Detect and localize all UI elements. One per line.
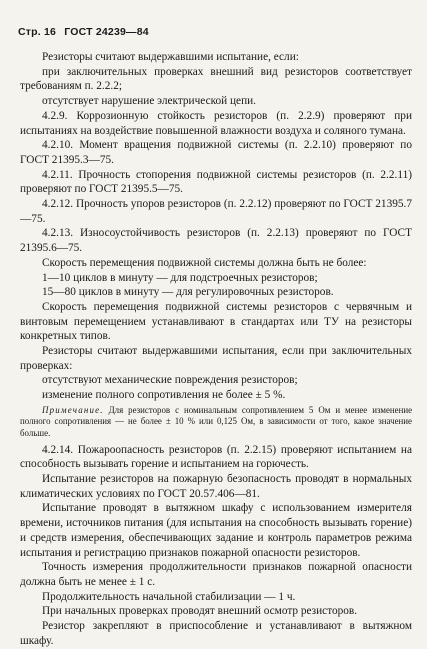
paragraph: отсутствует нарушение электрической цепи.	[42, 95, 256, 108]
paragraph: При начальных проверках проводят внешний осмотр резисторов.	[42, 605, 358, 618]
paragraph: отсутствуют механические повреждения резисторов;	[42, 374, 298, 387]
paragraph: 4.2.12. Прочность упоров резисторов (п. 2.2.12) проверяют по ГОСТ 21395.7—75.	[20, 198, 412, 225]
paragraph: при заключительных проверках внешний вид резисторов соответствует требованиям п. 2.2.2;	[20, 65, 412, 93]
page-header	[18, 26, 154, 38]
paragraph: Испытание проводят в вытяжном шкафу с использованием измерителя времени, источников питания (для испытания на способность вызывать горение) и средств измерения, обеспечивающих задание и контроль параметров режима испытания и регистрацию признаков пожарной опасности резисторов.	[20, 502, 412, 559]
document-body	[20, 50, 412, 649]
paragraph-group-1	[20, 50, 412, 403]
note-text: Для резисторов с номинальным сопротивлением 5 Ом и менее изменение полного сопротивления — не более ± 10 % или 0,125 Ом, в зависимости от того, какое значение больше.	[20, 404, 413, 439]
paragraph: Резисторы считают выдержавшими испытания, если при заключительных проверках:	[20, 345, 412, 372]
paragraph: 1—10 циклов в минуту — для подстроечных резисторов;	[42, 271, 318, 284]
page-number: Стр. 16	[18, 26, 57, 38]
paragraph: 4.2.11. Прочность стопорения подвижной системы резисторов (п. 2.2.11) проверяют по ГОСТ 21395.5—75.	[20, 168, 412, 196]
paragraph-group-2	[20, 443, 412, 649]
paragraph: 4.2.14. Пожароопасность резисторов (п. 2.2.15) проверяют испытанием на способность вызывать горение и испытанием на горючесть.	[20, 443, 412, 471]
paragraph: изменение полного сопротивления не более ± 5 %.	[42, 389, 286, 402]
paragraph: Продолжительность начальной стабилизации — 1 ч.	[42, 590, 296, 603]
paragraph: Скорость перемещения подвижной системы должна быть не более:	[42, 256, 367, 269]
paragraph: Испытание резисторов на пожарную безопасность проводят в нормальных климатических условиях по ГОСТ 20.57.406—81.	[20, 473, 412, 500]
paragraph: Точность измерения продолжительности признаков пожарной опасности должна быть не менее ± 1 с.	[20, 561, 412, 588]
paragraph: 4.2.13. Износоустойчивость резисторов (п. 2.2.13) проверяют по ГОСТ 21395.6—75.	[20, 227, 412, 255]
paragraph: 4.2.9. Коррозионную стойкость резисторов (п. 2.2.9) проверяют при испытаниях на воздействие повышенной влажности воздуха и соляного тумана.	[20, 109, 412, 137]
paragraph: 4.2.10. Момент вращения подвижной системы (п. 2.2.10) проверяют по ГОСТ 21395.3—75.	[20, 139, 412, 166]
paragraph: Резисторы считают выдержавшими испытание, если:	[42, 51, 299, 63]
paragraph: Резистор закрепляют в приспособление и устанавливают в вытяжном шкафу.	[20, 620, 412, 647]
paragraph: Скорость перемещения подвижной системы резисторов с червячным и винтовым перемещением устанавливают в стандартах или ТУ на резисторы конкретных типов.	[20, 300, 412, 343]
standard-number: ГОСТ 24239—84	[64, 26, 149, 38]
paragraph: 15—80 циклов в минуту — для регулировочных резисторов.	[42, 286, 334, 299]
note	[20, 405, 412, 440]
note-label: Примечание.	[42, 404, 104, 415]
